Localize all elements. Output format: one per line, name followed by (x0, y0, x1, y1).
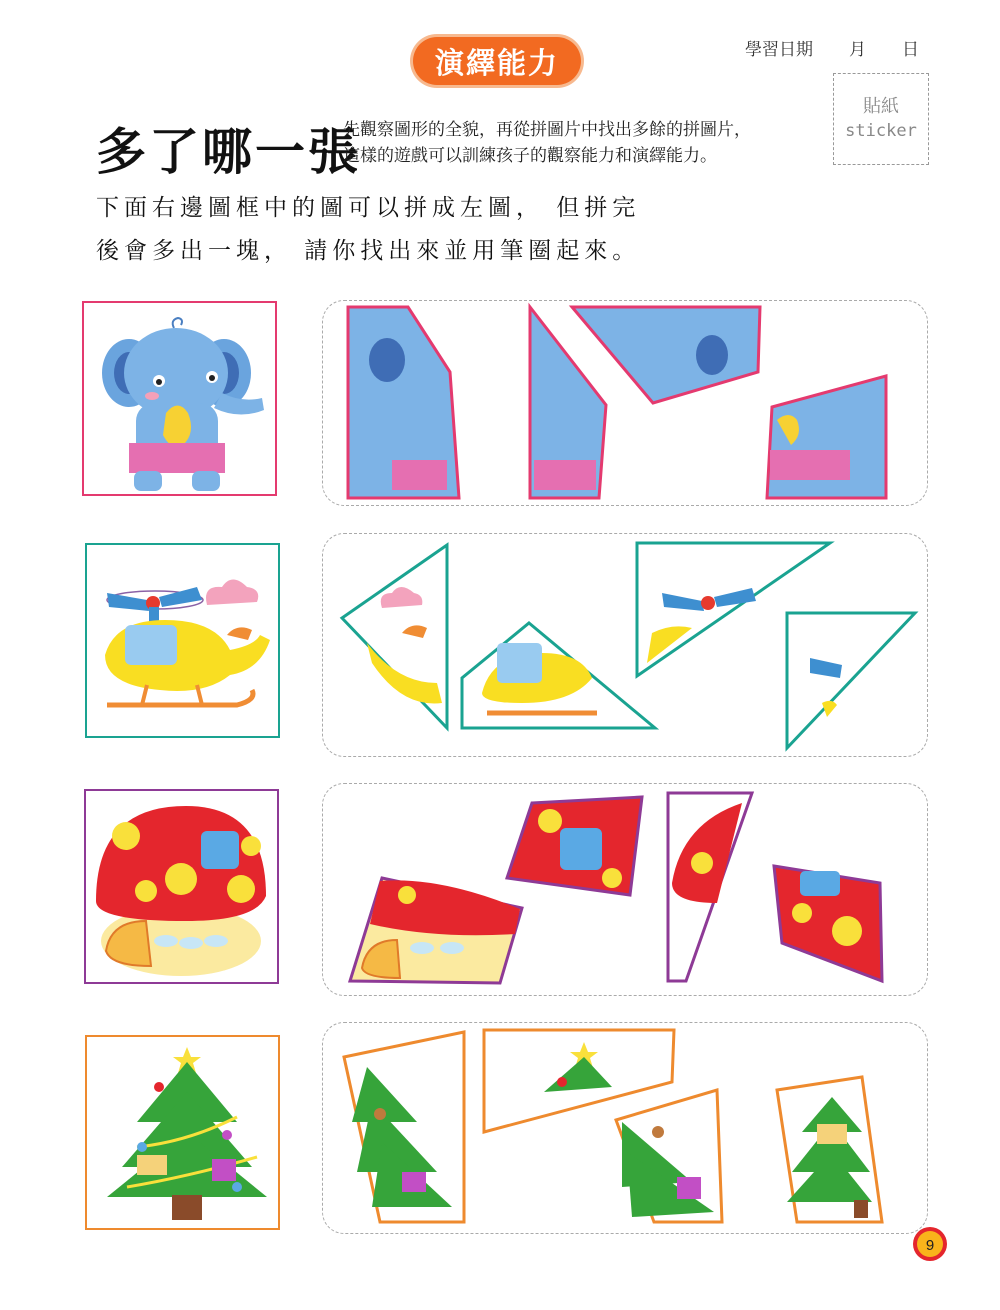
puzzle-piece[interactable] (348, 307, 459, 498)
reference-image-elephant (82, 301, 277, 496)
puzzle-piece[interactable] (507, 797, 642, 895)
christmas-tree-illustration (87, 1037, 277, 1227)
sticker-box[interactable] (833, 73, 929, 165)
instruction-text (96, 187, 886, 273)
puzzle-piece[interactable] (787, 613, 915, 748)
page-title: 多了哪一張 (96, 123, 361, 181)
mushroom-house-illustration (86, 791, 276, 981)
puzzle-piece[interactable] (462, 623, 655, 728)
helicopter-illustration (87, 545, 277, 735)
puzzle-piece[interactable] (344, 1032, 464, 1222)
page-number-flower-icon (912, 1226, 948, 1262)
sticker-label-en: sticker (845, 121, 917, 141)
puzzle-piece[interactable] (342, 545, 447, 728)
month-label: 月 (849, 40, 866, 60)
page-number: 9 (925, 1237, 935, 1254)
puzzle-pieces-elephant (322, 300, 928, 506)
puzzle-piece[interactable] (777, 1077, 882, 1222)
reference-image-christmas-tree (85, 1035, 280, 1230)
day-label: 日 (902, 40, 919, 60)
reference-image-mushroom-house (84, 789, 279, 984)
puzzle-piece[interactable] (616, 1090, 722, 1222)
intro-line-2: 這樣的遊戲可以訓練孩子的觀察能力和演繹能力。 (343, 146, 717, 166)
puzzle-piece[interactable] (572, 307, 760, 403)
puzzle-pieces-helicopter (322, 533, 928, 757)
study-date (745, 35, 955, 60)
elephant-illustration (84, 303, 274, 493)
sticker-label-zh: 貼紙 (863, 96, 899, 117)
puzzle-piece[interactable] (767, 376, 886, 498)
puzzle-piece[interactable] (668, 793, 752, 981)
puzzle-piece[interactable] (774, 866, 882, 981)
puzzle-pieces-christmas-tree (322, 1022, 928, 1234)
intro-line-1: 先觀察圖形的全貌，再從拼圖片中找出多餘的拼圖片， (343, 120, 751, 140)
reference-image-helicopter (85, 543, 280, 738)
date-label: 學習日期 (745, 40, 813, 60)
section-badge: 演繹能力 (413, 37, 581, 85)
instruction-line-2: 後會多出一塊， 請你找出來並用筆圈起來。 (96, 238, 641, 264)
puzzle-piece[interactable] (350, 878, 522, 983)
instruction-line-1: 下面右邊圖框中的圖可以拼成左圖， 但拼完 (96, 195, 641, 221)
puzzle-pieces-mushroom-house (322, 783, 928, 996)
intro-text (343, 117, 751, 169)
